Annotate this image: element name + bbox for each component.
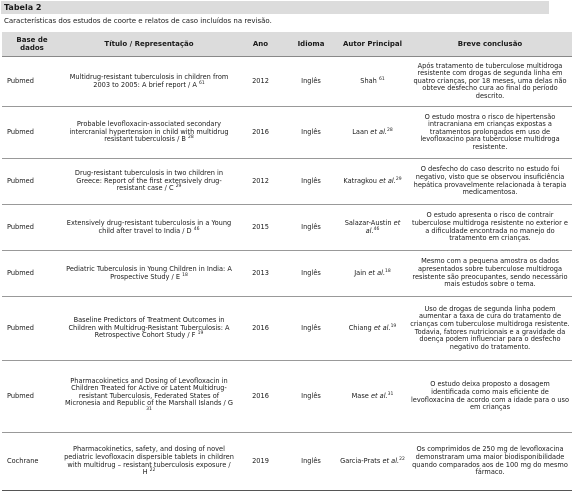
- cell-author: [337, 297, 408, 361]
- title-text: Pharmacokinetics and Dosing of Levofloxacin in Children Treated for Active or Latent Multidrug-resistant Tuberculosis, Federated States of Micronesia and Republic of the Marshall Islands / G: [65, 376, 233, 408]
- table-row: [2, 205, 572, 251]
- cell-author: [337, 433, 408, 491]
- header-conclusion: Breve conclusão: [408, 32, 572, 57]
- table-body: [2, 57, 572, 491]
- cell-language: Inglês: [285, 251, 337, 297]
- author-ref: 61: [378, 76, 385, 82]
- cell-conclusion: O desfecho do caso descrito no estudo foi negativo, visto que se observou insuficiência hepática provavelmente relacionada à terapia medicamentosa.: [408, 159, 572, 205]
- cell-conclusion: O estudo deixa proposto a dosagem identificada como mais eficiente de levofloxacina de acordo com a idade para o uso em crianças: [408, 361, 572, 433]
- cell-base: Pubmed: [2, 57, 62, 107]
- cell-year: 2016: [236, 297, 285, 361]
- cell-base: Pubmed: [2, 205, 62, 251]
- cell-base: Pubmed: [2, 297, 62, 361]
- cell-author: [337, 107, 408, 159]
- title-ref: 22: [149, 467, 156, 473]
- author-ref: 29: [395, 176, 402, 182]
- title-text: Probable levofloxacin-associated secondary intercranial hypertension in child with multidrug resistant tuberculosis / B: [69, 120, 229, 144]
- title-text: Extensively drug-resistant tuberculosis in a Young child after travel to India / D: [66, 218, 232, 235]
- cell-conclusion: Após tratamento de tuberculose multidroga resistente com drogas de segunda linha em quatro crianças, por 18 meses, uma delas não obteve desfecho cura ao final do período descrito.: [408, 57, 572, 107]
- author-ref: 46: [373, 226, 380, 232]
- title-ref: 28: [188, 135, 194, 141]
- author-etal: et al.: [365, 218, 401, 235]
- cell-language: Inglês: [285, 107, 337, 159]
- table-row: [2, 297, 572, 361]
- author-name: Salazar-Austin: [344, 218, 392, 227]
- table-row: [2, 361, 572, 433]
- header-row: [2, 32, 572, 57]
- title-ref: 29: [175, 184, 182, 190]
- cell-year: 2015: [236, 205, 285, 251]
- cell-conclusion: O estudo apresenta o risco de contrair tuberculose multidroga resistente no exterior e a dificuldade encontrada no manejo do tratamento em crianças.: [408, 205, 572, 251]
- title-text: Baseline Predictors of Treatment Outcomes in Children with Multidrug-Resistant Tuberculosis: A Retrospective Cohort Study / F: [68, 316, 230, 340]
- cell-title: [62, 433, 236, 491]
- cell-title: [62, 107, 236, 159]
- cell-title: [62, 205, 236, 251]
- cell-language: Inglês: [285, 297, 337, 361]
- author-name: Jain: [354, 268, 367, 277]
- cell-language: Inglês: [285, 433, 337, 491]
- cell-conclusion: Os comprimidos de 250 mg de levofloxacina demonstraram uma maior biodisponibilidade quando comparados aos de 100 mg do mesmo fármaco.: [408, 433, 572, 491]
- header-language: Idioma: [285, 32, 337, 57]
- author-etal: et al.: [379, 176, 396, 185]
- author-ref: 28: [387, 127, 393, 133]
- cell-author: [337, 159, 408, 205]
- cell-base: Pubmed: [2, 361, 62, 433]
- table-header: [2, 32, 572, 57]
- cell-author: [337, 205, 408, 251]
- author-etal: et al.: [373, 323, 391, 332]
- cell-year: 2012: [236, 159, 285, 205]
- author-etal: et al.: [368, 268, 386, 277]
- title-ref: 31: [146, 406, 152, 412]
- title-text: Pediatric Tuberculosis in Young Children in India: A Prospective Study / E: [66, 264, 232, 281]
- author-name: Chiang: [348, 323, 372, 332]
- cell-author: [337, 57, 408, 107]
- author-ref: 22: [399, 456, 405, 462]
- cell-year: 2019: [236, 433, 285, 491]
- header-author: Autor Principal: [337, 32, 408, 57]
- author-name: Katragkou: [343, 176, 377, 185]
- cell-year: 2016: [236, 361, 285, 433]
- cell-base: Cochrane: [2, 433, 62, 491]
- author-ref: 31: [387, 391, 394, 397]
- cell-language: Inglês: [285, 57, 337, 107]
- cell-year: 2013: [236, 251, 285, 297]
- cell-base: Pubmed: [2, 107, 62, 159]
- cell-language: Inglês: [285, 205, 337, 251]
- title-ref: 61: [198, 80, 205, 86]
- author-ref: 18: [385, 268, 391, 274]
- title-text: Pharmacokinetics, safety, and dosing of novel pediatric levofloxacin dispersible tablets in children with multidrug – resistant tuberculosis exposure / H: [64, 445, 234, 477]
- author-name: Mase: [351, 391, 369, 400]
- cell-title: [62, 251, 236, 297]
- table-label: Tabela 2: [1, 1, 549, 14]
- author-ref: 19: [390, 323, 397, 329]
- author-name: Garcia-Prats: [340, 456, 381, 465]
- author-etal: et al.: [370, 391, 388, 400]
- cell-year: 2016: [236, 107, 285, 159]
- title-text: Drug-resistant tuberculosis in two children in Greece: Report of the first extensively drug-resistant case / C: [74, 169, 224, 193]
- cell-title: [62, 57, 236, 107]
- cell-conclusion: O estudo mostra o risco de hipertensão intracraniana em crianças expostas a tratamentos prolongados em uso de levofloxacino para tuberculose multidroga resistente.: [408, 107, 572, 159]
- title-ref: 46: [193, 226, 200, 232]
- header-year: Ano: [236, 32, 285, 57]
- cell-conclusion: Mesmo com a pequena amostra os dados apresentados sobre tuberculose multidroga resistente são preocupantes, sendo necessário mais estudos sobre o tema.: [408, 251, 572, 297]
- header-title: Título / Representação: [62, 32, 236, 57]
- table-row: [2, 57, 572, 107]
- studies-table: [2, 32, 572, 491]
- cell-conclusion: Uso de drogas de segunda linha podem aumentar a taxa de cura do tratamento de crianças com tuberculose multidroga resistente. Todavia, fatores nutricionais e a gravidade da doença podem influenciar para o desfecho negativo do tratamento.: [408, 297, 572, 361]
- cell-title: [62, 159, 236, 205]
- cell-year: 2012: [236, 57, 285, 107]
- cell-language: Inglês: [285, 361, 337, 433]
- cell-language: Inglês: [285, 159, 337, 205]
- cell-author: [337, 361, 408, 433]
- cell-title: [62, 297, 236, 361]
- cell-title: [62, 361, 236, 433]
- table-row: [2, 433, 572, 491]
- header-base: Base de dados: [2, 32, 62, 57]
- cell-base: Pubmed: [2, 251, 62, 297]
- title-ref: 19: [197, 331, 204, 337]
- author-etal: et al.: [370, 127, 388, 136]
- author-name: Laan: [352, 127, 369, 136]
- title-ref: 18: [182, 272, 188, 278]
- title-text: Multidrug-resistant tuberculosis in children from 2003 to 2005: A brief report / A: [69, 72, 229, 89]
- cell-base: Pubmed: [2, 159, 62, 205]
- table-caption: Características dos estudos de coorte e relatos de caso incluídos na revisão.: [4, 17, 272, 25]
- author-name: Shah: [360, 76, 377, 85]
- cell-author: [337, 251, 408, 297]
- table-row: [2, 251, 572, 297]
- table-row: [2, 107, 572, 159]
- table-row: [2, 159, 572, 205]
- author-etal: et al.: [382, 456, 400, 465]
